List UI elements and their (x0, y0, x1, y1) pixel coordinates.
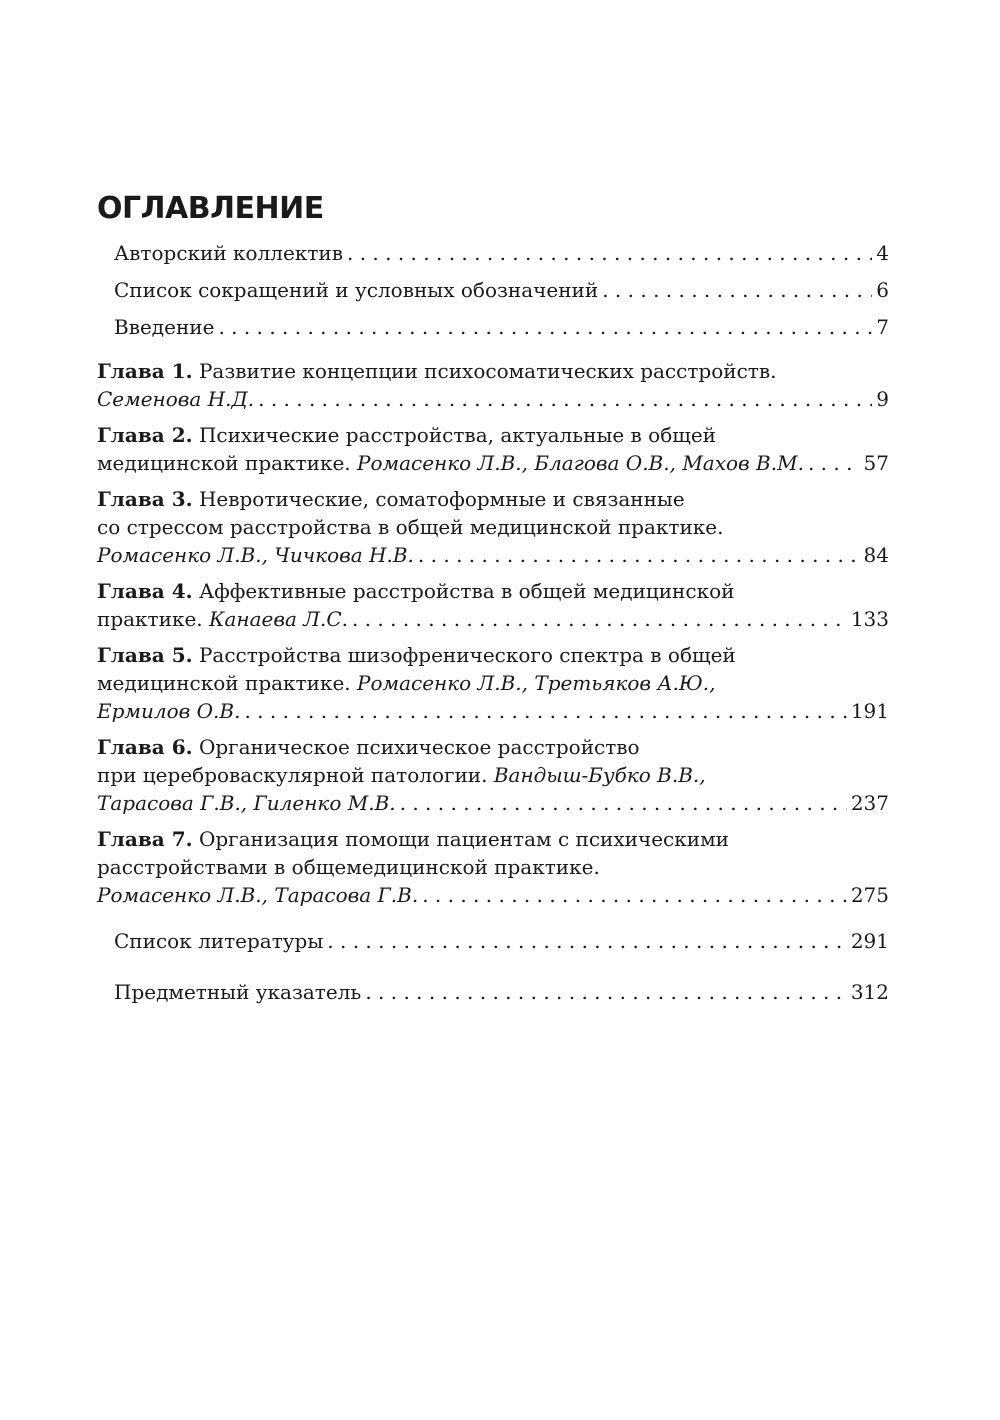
toc-entry-line (97, 605, 889, 633)
dot-leader (418, 541, 860, 569)
toc-entry-line (114, 974, 889, 1011)
chapter-number: Глава 3. (97, 487, 193, 511)
toc-entry-chapter[interactable] (97, 346, 889, 413)
toc-entry-line (97, 541, 889, 569)
toc-entry-line (114, 309, 889, 346)
toc-entry-text (114, 923, 323, 960)
page-number: 9 (876, 387, 889, 411)
chapter-authors: Ромасенко Л.В., Чичкова Н.В. (97, 543, 414, 567)
dot-leader (347, 235, 872, 272)
toc-entry-text (114, 235, 343, 272)
toc-entry-text (97, 385, 254, 413)
entry-label: Авторский коллектив (114, 241, 343, 265)
chapter-authors: Ромасенко Л.В., Благова О.В., Махов В.М. (357, 451, 804, 475)
chapter-title: Развитие концепции психосоматических расстройств. (198, 359, 777, 383)
dot-leader (365, 974, 847, 1011)
toc-entry-line (97, 881, 889, 909)
chapter-heading-line (97, 357, 889, 385)
chapter-heading-line (97, 421, 889, 449)
page-number: 312 (850, 980, 889, 1004)
toc-entry-chapter[interactable] (97, 569, 889, 633)
chapter-title: Психические расстройства, актуальные в общей (198, 423, 717, 447)
toc-entry-chapter[interactable] (97, 477, 889, 569)
chapter-number: Глава 4. (97, 579, 193, 603)
entry-label: Введение (114, 315, 215, 339)
chapter-title-continued (97, 761, 889, 789)
chapter-title: практике. (97, 607, 203, 631)
toc-entry-line (114, 235, 889, 272)
dot-leader (602, 272, 872, 309)
toc-entry[interactable] (97, 974, 889, 1011)
chapter-title: Расстройства шизофренического спектра в общей (198, 643, 736, 667)
toc-title: ОГЛАВЛЕНИЕ (97, 191, 324, 226)
toc-entry-chapter[interactable] (97, 413, 889, 477)
toc-entry-text (97, 881, 418, 909)
chapter-title: медицинской практике. (97, 451, 351, 475)
page-number: 133 (850, 607, 889, 631)
chapter-number: Глава 7. (97, 827, 193, 851)
dot-leader (327, 923, 847, 960)
chapter-title-continued (97, 513, 889, 541)
chapter-number: Глава 1. (97, 359, 193, 383)
dot-leader (352, 605, 847, 633)
toc-entry-line (97, 449, 889, 477)
chapter-authors: Семенова Н.Д. (97, 387, 255, 411)
toc-entry-line (114, 923, 889, 960)
toc-entry[interactable] (97, 909, 889, 974)
dot-leader (422, 881, 847, 909)
page-number: 4 (876, 241, 889, 265)
chapter-heading-line (97, 825, 889, 853)
page-number: 275 (850, 883, 889, 907)
toc-entry-line (114, 272, 889, 309)
page-number: 291 (850, 929, 889, 953)
chapter-title: при цереброваскулярной патологии. (97, 763, 488, 787)
chapter-heading-line (97, 485, 889, 513)
toc-entry-chapter[interactable] (97, 633, 889, 725)
toc-entry-text (114, 974, 361, 1011)
toc-entry-text (114, 309, 214, 346)
toc-entry-line (97, 385, 889, 413)
dot-leader (808, 449, 860, 477)
toc-entry[interactable] (97, 309, 889, 346)
toc-entry-text (114, 272, 598, 309)
chapter-authors: Ромасенко Л.В., Тарасова Г.В. (97, 883, 419, 907)
toc-entry-text (97, 449, 804, 477)
toc-entry-text (97, 605, 348, 633)
chapter-title: медицинской практике. (97, 671, 351, 695)
toc-entry-line (97, 697, 889, 725)
chapter-title: Органическое психическое расстройство (198, 735, 640, 759)
chapter-title-continued (97, 669, 889, 697)
page-number: 6 (876, 278, 889, 302)
page-number: 7 (876, 315, 889, 339)
toc-entry-text (97, 541, 414, 569)
entry-label: Список сокращений и условных обозначений (114, 278, 599, 302)
toc-entry[interactable] (97, 235, 889, 272)
chapter-authors: Вандыш-Бубко В.В., (493, 763, 706, 787)
chapter-title: расстройствами в общемедицинской практике. (97, 855, 600, 879)
page-number: 191 (850, 699, 889, 723)
entry-label: Предметный указатель (114, 980, 362, 1004)
chapter-heading-line (97, 641, 889, 669)
page-number: 237 (850, 791, 889, 815)
toc-entries (97, 235, 889, 1011)
chapter-number: Глава 2. (97, 423, 193, 447)
chapter-title: Невротические, соматоформные и связанные (198, 487, 685, 511)
chapter-number: Глава 5. (97, 643, 193, 667)
toc-entry-chapter[interactable] (97, 817, 889, 909)
page-number: 57 (863, 451, 889, 475)
toc-entry[interactable] (97, 272, 889, 309)
dot-leader (244, 697, 846, 725)
dot-leader (218, 309, 872, 346)
chapter-authors: Тарасова Г.В., Гиленко М.В. (97, 791, 396, 815)
chapter-title: со стрессом расстройства в общей медицинской практике. (97, 515, 724, 539)
dot-leader (258, 385, 872, 413)
chapter-authors: Ромасенко Л.В., Третьяков А.Ю., (357, 671, 716, 695)
entry-label: Список литературы (114, 929, 324, 953)
page-number: 84 (863, 543, 889, 567)
dot-leader (400, 789, 847, 817)
chapter-heading-line (97, 577, 889, 605)
chapter-number: Глава 6. (97, 735, 193, 759)
chapter-authors: Канаева Л.С. (209, 607, 348, 631)
toc-entry-text (97, 789, 396, 817)
toc-entry-line (97, 789, 889, 817)
chapter-title-continued (97, 853, 889, 881)
table-of-contents (97, 188, 889, 1011)
chapter-title: Организация помощи пациентам с психическими (198, 827, 729, 851)
chapter-heading-line (97, 733, 889, 761)
chapter-authors: Ермилов О.В. (97, 699, 241, 723)
toc-entry-text (97, 697, 240, 725)
chapter-title: Аффективные расстройства в общей медицинской (198, 579, 735, 603)
toc-entry-chapter[interactable] (97, 725, 889, 817)
